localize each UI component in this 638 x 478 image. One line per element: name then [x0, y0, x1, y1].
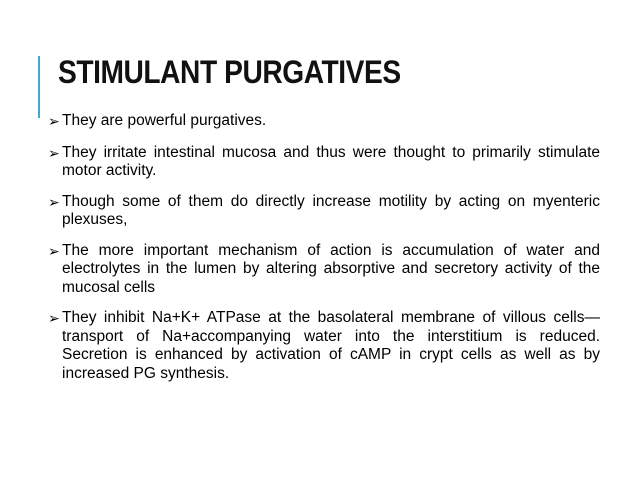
bullet-item: [48, 242, 600, 298]
bullet-item: [48, 193, 600, 230]
arrow-right-icon: ➢: [48, 113, 60, 129]
bullet-item: [48, 112, 600, 131]
bullet-item: [48, 309, 600, 383]
arrow-right-icon: ➢: [48, 144, 60, 161]
arrow-right-icon: ➢: [48, 310, 60, 326]
bullet-text: They inhibit Na+K+ ATPase at the basolateral membrane of villous cells—transport of Na+accompanying water into the interstitium is reduced. Secretion is enhanced by activation of cAMP in crypt cells as well as by increased PG synthesis.: [62, 309, 600, 382]
bullet-text: The more important mechanism of action is accumulation of water and electrolytes in the lumen by altering absorptive and secretory activity of the mucosal cells: [62, 241, 600, 296]
arrow-right-icon: ➢: [48, 242, 60, 259]
bullet-text: Though some of them do directly increase motility by acting on myenteric plexuses,: [62, 192, 600, 228]
accent-bar: [38, 56, 40, 118]
bullet-text: They irritate intestinal mucosa and thus were thought to primarily stimulate motor activity.: [62, 143, 600, 179]
bullet-text: They are powerful purgatives.: [62, 112, 267, 129]
arrow-right-icon: ➢: [48, 193, 60, 210]
bullet-item: [48, 144, 600, 181]
bullet-list: [48, 112, 600, 395]
slide-title: STIMULANT PURGATIVES: [58, 54, 401, 90]
